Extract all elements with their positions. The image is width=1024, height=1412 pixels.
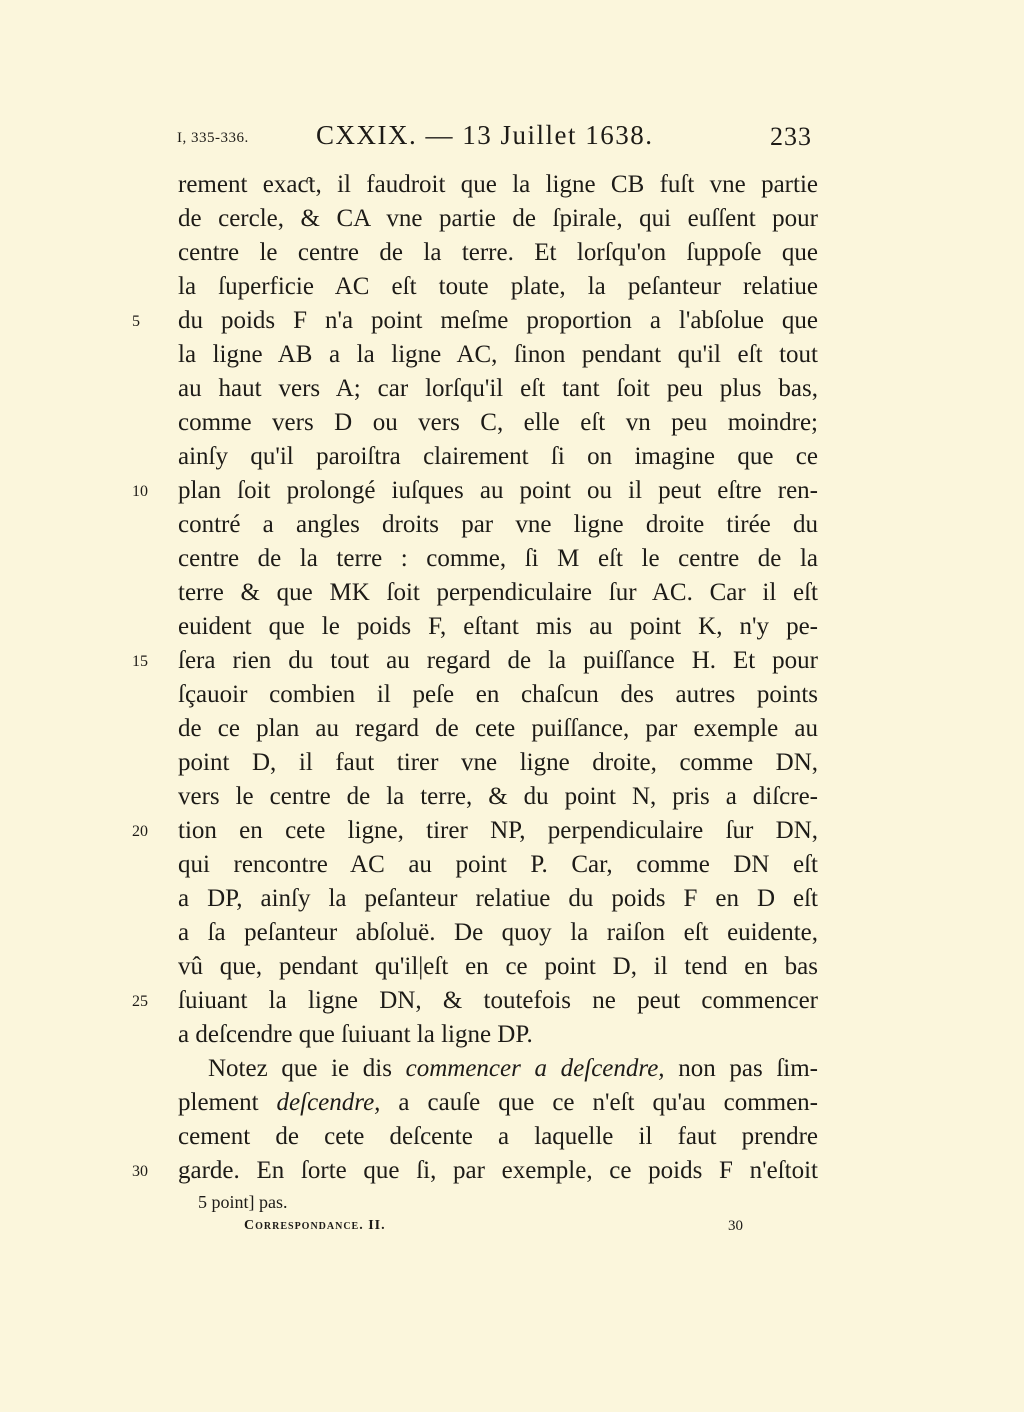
header-title: CXXIX. — 13 Juillet 1638. <box>316 120 654 150</box>
line-text: a deſcendre que ſuiuant la ligne DP. <box>178 1021 533 1048</box>
line-number: 25 <box>132 993 148 1010</box>
line-text: vers le centre de la terre, & du point N, pris a diſcre- <box>178 783 818 810</box>
line-text: cement de cete deſcente a laquelle il faut prendre <box>178 1123 818 1150</box>
line-text: point D, il faut tirer vne ligne droite, comme DN, <box>178 749 818 776</box>
running-header <box>0 118 1024 158</box>
italic-phrase: commencer a deſcendre, <box>405 1055 665 1082</box>
line-text-pre: Notez que ie dis <box>208 1055 406 1082</box>
text-line <box>178 202 818 236</box>
line-text: tion en cete ligne, tirer NP, perpendiculaire ſur DN, <box>178 817 818 844</box>
line-text: ſuiuant la ligne DN, & toutefois ne peut commencer <box>178 987 818 1014</box>
text-line <box>178 440 818 474</box>
text-line <box>178 916 818 950</box>
body-text <box>132 168 819 1188</box>
line-text: la ſuperficie AC eſt toute plate, la peſanteur relatiue <box>178 273 818 300</box>
text-line <box>178 338 818 372</box>
line-text: a ſa peſanteur abſoluë. De quoy la raiſon eſt euidente, <box>178 919 818 946</box>
line-text: centre de la terre : comme, ſi M eſt le centre de la <box>178 545 818 572</box>
text-line <box>132 644 818 678</box>
line-text: de ce plan au regard de cete puiſſance, par exemple au <box>178 715 818 742</box>
text-line <box>178 1120 818 1154</box>
line-text: de cercle, & CA vne partie de ſpirale, qui euſſent pour <box>178 205 818 232</box>
italic-phrase: deſcendre, <box>276 1089 381 1116</box>
line-number: 5 <box>132 313 140 330</box>
line-text: contré a angles droits par vne ligne droite tirée du <box>178 511 818 538</box>
text-line <box>178 678 818 712</box>
line-text-pre: plement <box>178 1089 277 1116</box>
line-text: au haut vers A; car lorſqu'il eſt tant ſoit peu plus bas, <box>178 375 818 402</box>
line-text: plan ſoit prolongé iuſques au point ou il peut eſtre ren- <box>178 477 818 504</box>
text-line <box>132 304 818 338</box>
line-number: 20 <box>132 823 148 840</box>
text-line <box>178 168 818 202</box>
line-text: qui rencontre AC au point P. Car, comme DN eſt <box>178 851 818 878</box>
line-text: terre & que MK ſoit perpendiculaire ſur AC. Car il eſt <box>178 579 818 606</box>
text-line <box>178 1052 818 1086</box>
line-text: la ligne AB a la ligne AC, ſinon pendant qu'il eſt tout <box>178 341 818 368</box>
line-text-post: non pas ſim- <box>664 1055 818 1082</box>
line-text: vû que, pendant qu'il|eſt en ce point D, il tend en bas <box>178 953 818 980</box>
line-number: 10 <box>132 483 148 500</box>
text-line <box>132 1154 818 1188</box>
text-line <box>178 610 818 644</box>
text-line <box>132 814 818 848</box>
text-line <box>178 406 818 440</box>
text-line <box>178 1086 818 1120</box>
line-text: comme vers D ou vers C, elle eſt vn peu moindre; <box>178 409 818 436</box>
line-number: 15 <box>132 653 148 670</box>
line-text-post: a cauſe que ce n'eſt qu'au commen- <box>380 1089 819 1116</box>
text-line <box>178 848 818 882</box>
line-text: ainſy qu'il paroiſtra clairement ſi on imagine que ce <box>178 443 818 470</box>
text-line <box>178 372 818 406</box>
text-line <box>132 984 818 1018</box>
text-line <box>178 712 818 746</box>
line-text: rement exaƈt, il faudroit que la ligne CB fuſt vne partie <box>178 171 818 198</box>
line-text: garde. En ſorte que ſi, par exemple, ce poids F n'eſtoit <box>178 1157 818 1184</box>
line-text: du poids F n'a point meſme proportion a l'abſolue que <box>178 307 818 334</box>
page-number: 233 <box>770 122 812 151</box>
text-line <box>178 780 818 814</box>
signature-title: Correspondance. II. <box>244 1218 386 1233</box>
header-reference: I, 335-336. <box>177 130 249 146</box>
line-text: ſçauoir combien il peſe en chaſcun des autres points <box>178 681 818 708</box>
text-line <box>132 474 818 508</box>
footnote: 5 point] pas. <box>198 1192 288 1212</box>
text-line <box>178 1018 818 1052</box>
text-line <box>178 746 818 780</box>
line-text: centre le centre de la terre. Et lorſqu'on ſuppoſe que <box>178 239 818 266</box>
text-line <box>178 576 818 610</box>
text-line <box>178 882 818 916</box>
text-line <box>178 542 818 576</box>
text-line <box>178 508 818 542</box>
line-text: ſera rien du tout au regard de la puiſſance H. Et pour <box>178 647 818 674</box>
line-text: a DP, ainſy la peſanteur relatiue du poids F en D eſt <box>178 885 818 912</box>
line-number: 30 <box>132 1163 148 1180</box>
text-line <box>178 950 818 984</box>
text-line <box>178 270 818 304</box>
signature-number: 30 <box>728 1218 743 1234</box>
text-line <box>178 236 818 270</box>
line-text: euident que le poids F, eſtant mis au point K, n'y pe- <box>178 613 818 640</box>
